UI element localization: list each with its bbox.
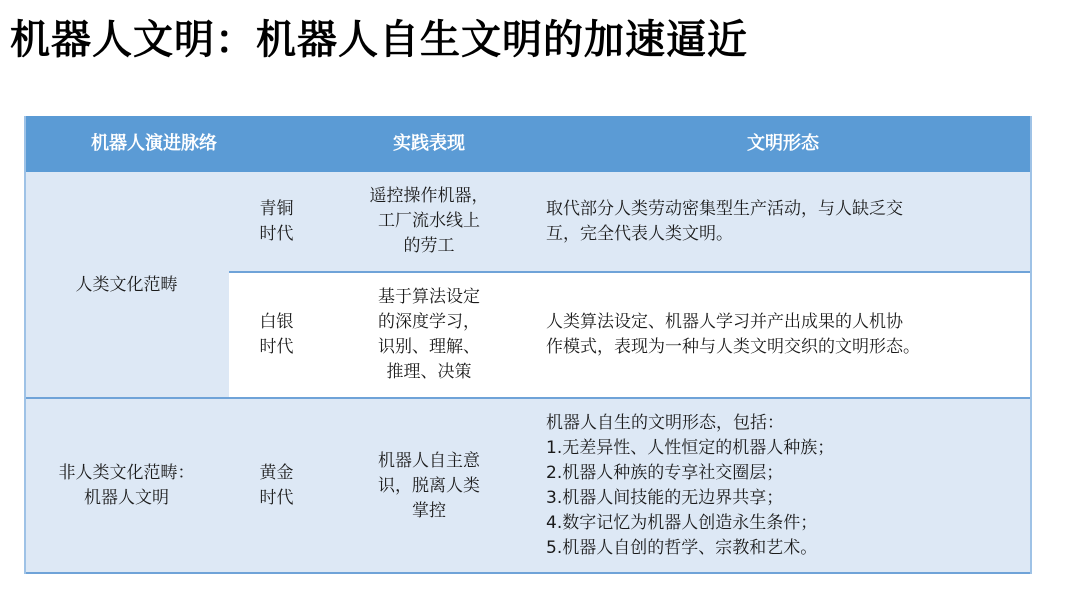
practice-silver: 基于算法设定 的深度学习， 识别、理解、 推理、决策 <box>378 286 480 382</box>
practice-gold: 机器人自主意 识，脱离人类 掌控 <box>378 450 480 521</box>
table-header <box>24 116 1032 172</box>
stage-gold: 黄金 时代 <box>259 463 294 508</box>
header-practice: 实践表现 <box>393 133 465 154</box>
civilization-table <box>24 116 1032 574</box>
stage-silver: 白银 时代 <box>259 311 294 357</box>
form-bronze: 取代部分人类劳动密集型生产活动，与人缺乏交 互，完全代表人类文明。 <box>546 198 903 244</box>
page-title: 机器人文明：机器人自生文明的加速逼近 <box>10 17 748 63</box>
form-gold: 机器人自生的文明形态，包括： 1.无差异性、人性恒定的机器人种族； 2.机器人种族的专享社交圈层； 3.机器人间技能的无边界共享； 4.数字记忆为机器人创造永生条件； 5.机器人自创的哲学、宗教和艺术。 <box>546 413 835 558</box>
header-form: 文明形态 <box>747 133 819 154</box>
era-nonhuman-culture: 非人类文化范畴： 机器人文明 <box>58 463 195 508</box>
era-human-culture: 人类文化范畴 <box>75 274 178 295</box>
table-right-border <box>1030 116 1032 574</box>
form-silver: 人类算法设定、机器人学习并产出成果的人机协 作模式，表现为一种与人类文明交织的文明形态。 <box>546 311 920 357</box>
stage-bronze: 青铜 时代 <box>259 198 294 244</box>
practice-bronze: 遥控操作机器， 工厂流水线上 的劳工 <box>369 186 489 256</box>
header-evolution: 机器人演进脉络 <box>91 133 217 154</box>
